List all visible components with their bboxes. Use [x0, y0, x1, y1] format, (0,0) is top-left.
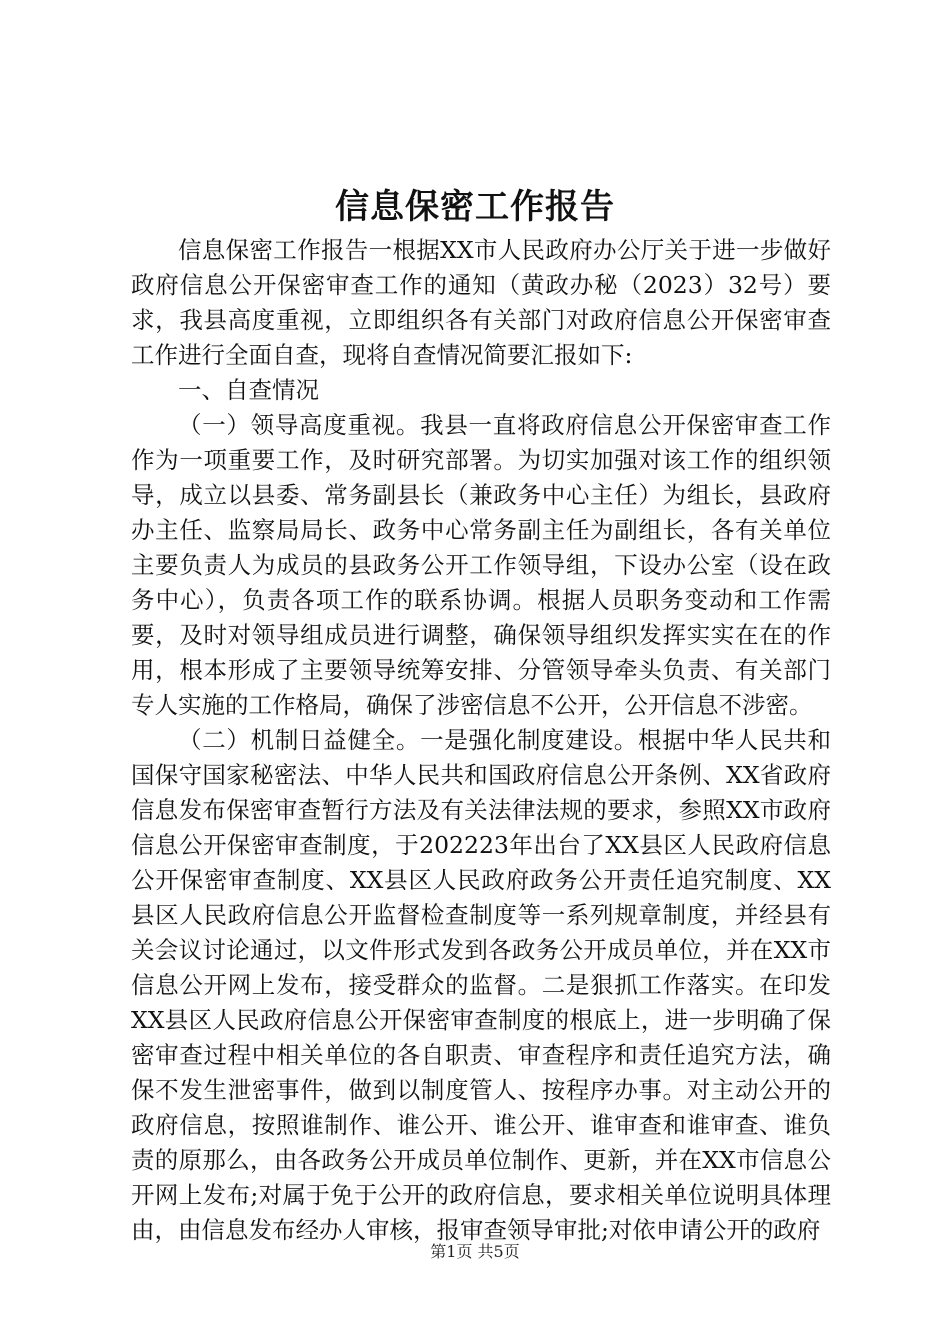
page-number-footer: 第1页 共5页: [430, 1242, 520, 1261]
section-heading-self-check: 一、自查情况: [178, 376, 319, 404]
paragraph-mechanism: （二）机制日益健全。一是强化制度建设。根据中华人民共和国保守国家秘密法、中华人民共和国政府信息公开条例、XX省政府信息发布保密审查暂行方法及有关法律法规的要求，参照XX市政府信息公开保密审查制度，于202223年出台了XX县区人民政府信息公开保密审查制度、XX县区人民政府政务公开责任追究制度、XX县区人民政府信息公开监督检查制度等一系列规章制度，并经县有关会议讨论通过，以文件形式发到各政务公开成员单位，并在XX市信息公开网上发布，接受群众的监督。二是狠抓工作落实。在印发XX县区人民政府信息公开保密审查制度的根底上，进一步明确了保密审查过程中相关单位的各自职责、审查程序和责任追究方法，确保不发生泄密事件，做到以制度管人、按程序办事。对主动公开的政府信息，按照谁制作、谁公开、谁公开、谁审查和谁审查、谁负责的原那么，由各政务公开成员单位制作、更新，并在XX市信息公开网上发布;对属于免于公开的政府信息，要求相关单位说明具体理由，由信息发布经办人审核，报审查领导审批;对依申请公开的政府: [131, 726, 831, 1244]
paragraph-leadership: （一）领导高度重视。我县一直将政府信息公开保密审查工作作为一项重要工作，及时研究部署。为切实加强对该工作的组织领导，成立以县委、常务副县长（兼政务中心主任）为组长，县政府办主任、监察局局长、政务中心常务副主任为副组长，各有关单位主要负责人为成员的县政务公开工作领导组，下设办公室（设在政务中心），负责各项工作的联系协调。根据人员职务变动和工作需要，及时对领导组成员进行调整，确保领导组织发挥实实在在的作用，根本形成了主要领导统筹安排、分管领导牵头负责、有关部门专人实施的工作格局，确保了涉密信息不公开，公开信息不涉密。: [131, 411, 831, 719]
paragraph-intro: 信息保密工作报告一根据XX市人民政府办公厅关于进一步做好政府信息公开保密审查工作的通知（黄政办秘（2023）32号）要求，我县高度重视，立即组织各有关部门对政府信息公开保密审查工作进行全面自查，现将自查情况简要汇报如下:: [131, 236, 831, 369]
document-title: 信息保密工作报告: [335, 187, 615, 227]
document-body: [131, 233, 831, 1248]
